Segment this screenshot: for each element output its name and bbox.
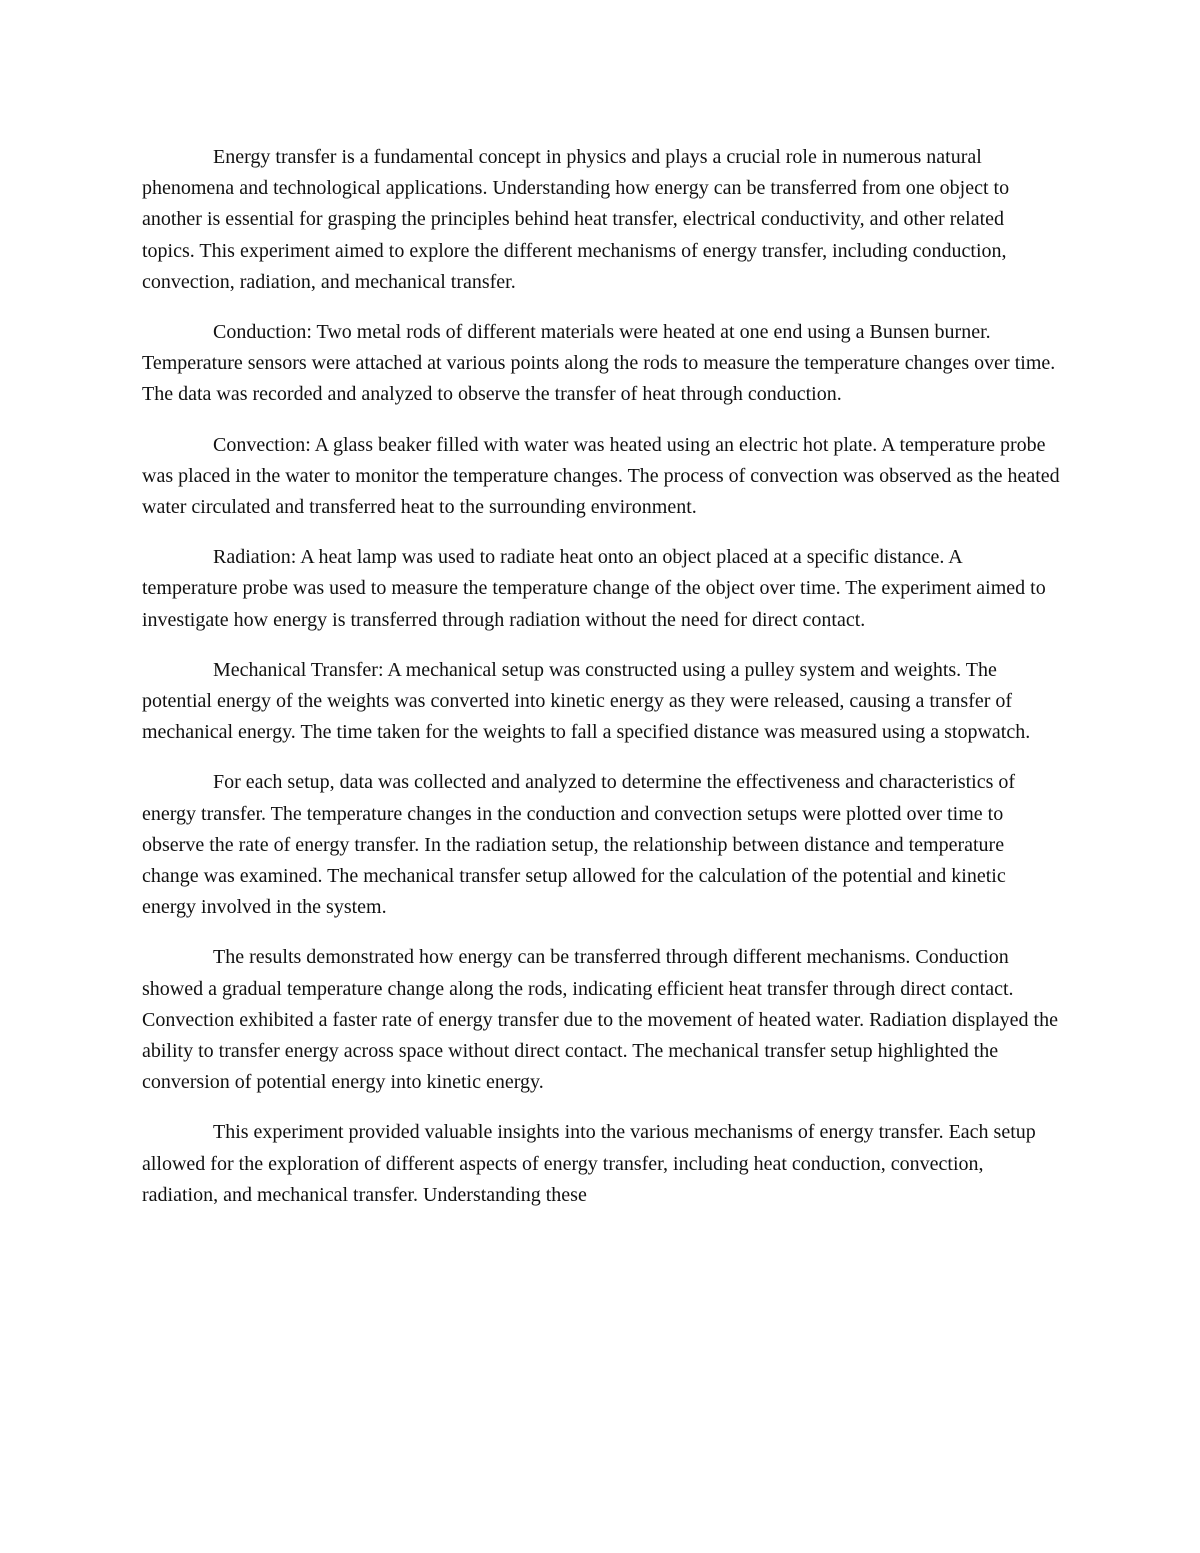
paragraph-conduction: Conduction: Two metal rods of different materials were heated at one end using a Bunsen burner. Temperature sensors were attached at various points along the rods to measure the temperature changes over time. The data was recorded and analyzed to observe the transfer of heat through conduction. [142,321,1056,406]
paragraph-radiation: Radiation: A heat lamp was used to radiate heat onto an object placed at a specific distance. A temperature probe was used to measure the temperature change of the object over time. The experiment aimed to investigate how energy is transferred through radiation without the need for direct contact. [142,546,1046,631]
document-body [142,142,1060,1230]
paragraph-data-analysis: For each setup, data was collected and analyzed to determine the effectiveness and characteristics of energy transfer. The temperature changes in the conduction and convection setups were plotted over time to observe the rate of energy transfer. In the radiation setup, the relationship between distance and temperature change was examined. The mechanical transfer setup allowed for the calculation of the potential and kinetic energy involved in the system. [142,771,1016,919]
paragraph-introduction: Energy transfer is a fundamental concept in physics and plays a crucial role in numerous natural phenomena and technological applications. Understanding how energy can be transferred from one object to another is essential for grasping the principles behind heat transfer, electrical conductivity, and other related topics. This experiment aimed to explore the different mechanisms of energy transfer, including conduction, convection, radiation, and mechanical transfer. [142,146,1010,293]
paragraph-mechanical-transfer: Mechanical Transfer: A mechanical setup was constructed using a pulley system and weights. The potential energy of the weights was converted into kinetic energy as they were released, causing a transfer of mechanical energy. The time taken for the weights to fall a specified distance was measured using a stopwatch. [142,658,1031,744]
paragraph-conclusion: This experiment provided valuable insights into the various mechanisms of energy transfer. Each setup allowed for the exploration of different aspects of energy transfer, including heat conduction, convection, radiation, and mechanical transfer. Understanding these [142,1121,1036,1206]
paragraph-convection: Convection: A glass beaker filled with water was heated using an electric hot plate. A temperature probe was placed in the water to monitor the temperature changes. The process of convection was observed as the heated water circulated and transferred heat to the surrounding environment. [142,433,1060,519]
paragraph-results: The results demonstrated how energy can be transferred through different mechanisms. Conduction showed a gradual temperature change along the rods, indicating efficient heat transfer through direct contact. Convection exhibited a faster rate of energy transfer due to the movement of heated water. Radiation displayed the ability to transfer energy across space without direct contact. The mechanical transfer setup highlighted the conversion of potential energy into kinetic energy. [142,946,1058,1094]
